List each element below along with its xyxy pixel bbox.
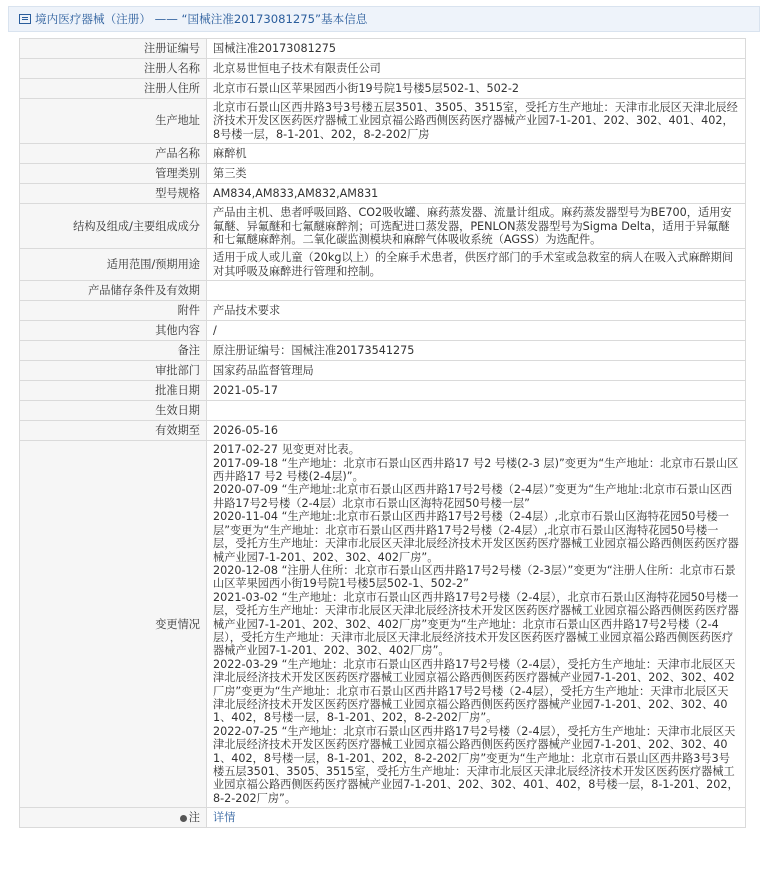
change-history: 2017-02-27 见变更对比表。 2017-09-18 “生产地址：北京市石景山区西井路17 号2 号楼(2-3 层)”变更为“生产地址：北京市石景山区西井路17 号2 号楼(2-4层)”。 2020-07-09 “生产地址:北京市石景山区西井路17号2号楼（2-4层）”变更为“生产地址:北京市石景山区西井路17号2号楼（2-4层）北京市石景山区海特花园50号楼一层” 2020-11-04 “生产地址:北京市石景山区西井路17号2号楼（2-4层）,北京市石景山区海特花园50号楼一层”变更为“生产地址：北京市石景山区西井路17号2号楼（2-4层）,北京市石景山区海特花园50号楼一层，受托方生产地址：天津市北辰区天津北辰经济技术开发区医药医疗器械工业园京福公路西侧医药医疗器械产业园7-1-201、202、302、402厂房”。 2020-12-08 “注册人住所：北京市石景山区西井路17号2号楼（2-3层）”变更为“注册人住所：北京市石景山区苹果园西小街19号院1号楼5层502-1、502-2” 2021-03-02 “生产地址：北京市石景山区西井路17号2号楼（2-4层），北京市石景山区海特花园50号楼一层，受托方生产地址：天津市北辰区天津北辰经济技术开发区医药医疗器械工业园京福公路西侧医药医疗器械产业园7-1-201、202、302、402厂房”变更为“生产地址：北京市石景山区西井路17号2号楼（2-4层），受托方生产地址：天津市北辰区天津北辰经济技术开发区医药医疗器械工业园京福公路西侧医药医疗器械产业园7-1-201、202、302、402厂房”。 2022-03-29 “生产地址：北京市石景山区西井路17号2号楼（2-4层），受托方生产地址：天津市北辰区天津北辰经济技术开发区医药医疗器械工业园京福公路西侧医药医疗器械产业园7-1-201、202、302、402厂房”变更为“生产地址：北京市石景山区西井路17号2号楼（2-4层），受托方生产地址：天津市北辰区天津北辰经济技术开发区医药医疗器械工业园京福公路西侧医药医疗器械产业园7-1-201、202、302、401、402，8号楼一层，8-1-201、202，8-2-202厂房”。 2022-07-25 “生产地址：北京市石景山区西井路17号2号楼（2-4层），受托方生产地址：天津市北辰区天津北辰经济技术开发区医药医疗器械工业园京福公路西侧医药医疗器械产业园7-1-201、202、302、401、402，8号楼一层，8-1-201、202，8-2-202厂房”变更为“生产地址：北京市石景山区西井路3号3号楼五层3501、3505、3515室，受托方生产地址：天津市北辰区天津北辰经济技术开发区医药医疗器械工业园京福公路西侧医药医疗器械产业园7-1-201、202、302、401、402，8号楼一层，8-1-201、202，8-2-202厂房”。 <box>207 441 746 808</box>
table-row <box>20 301 746 321</box>
field-value: 产品由主机、患者呼吸回路、CO2吸收罐、麻药蒸发器、流量计组成。麻药蒸发器型号为BE700，适用安氟醚、异氟醚和七氟醚麻醉剂；可选配进口蒸发器，PENLON蒸发器型号为Sigma Delta，适用于异氟醚和七氟醚麻醉剂。二氧化碳监测模块和麻醉气体吸收系统（AGSS）为选配件。 <box>207 204 746 249</box>
table-row <box>20 321 746 341</box>
field-value: 产品技术要求 <box>207 301 746 321</box>
field-label: 变更情况 <box>20 441 207 808</box>
field-label: 其他内容 <box>20 321 207 341</box>
field-value: 国械注准20173081275 <box>207 39 746 59</box>
field-label: 注 <box>188 811 200 825</box>
table-row <box>20 59 746 79</box>
table-row <box>20 808 746 828</box>
field-label: 型号规格 <box>20 184 207 204</box>
detail-table <box>19 38 746 828</box>
field-label: 生效日期 <box>20 401 207 421</box>
page-title: 境内医疗器械（注册） —— “国械注准20173081275”基本信息 <box>35 12 368 26</box>
field-label: 注册人名称 <box>20 59 207 79</box>
document-icon <box>19 14 31 24</box>
table-row <box>20 39 746 59</box>
field-value: AM834,AM833,AM832,AM831 <box>207 184 746 204</box>
field-value: 2021-05-17 <box>207 381 746 401</box>
table-row <box>20 79 746 99</box>
table-row <box>20 249 746 281</box>
field-label: 审批部门 <box>20 361 207 381</box>
field-label: 产品储存条件及有效期 <box>20 281 207 301</box>
table-row <box>20 281 746 301</box>
field-value: 北京市石景山区西井路3号3号楼五层3501、3505、3515室，受托方生产地址：天津市北辰区天津北辰经济技术开发区医药医疗器械工业园京福公路西侧医药医疗器械产业园7-1-201、202、302、401、402，8号楼一层，8-1-201、202，8-2-202厂房 <box>207 99 746 144</box>
field-label: 有效期至 <box>20 421 207 441</box>
field-label: 批准日期 <box>20 381 207 401</box>
table-row <box>20 421 746 441</box>
field-label: 结构及组成/主要组成成分 <box>20 204 207 249</box>
field-label: 注册证编号 <box>20 39 207 59</box>
table-row <box>20 184 746 204</box>
page-header <box>8 6 760 32</box>
field-label: 生产地址 <box>20 99 207 144</box>
field-label: 附件 <box>20 301 207 321</box>
field-value: 麻醉机 <box>207 144 746 164</box>
field-value: / <box>207 321 746 341</box>
bulb-icon <box>180 815 187 822</box>
field-value: 北京市石景山区苹果园西小街19号院1号楼5层502-1、502-2 <box>207 79 746 99</box>
table-row <box>20 99 746 144</box>
field-label: 适用范围/预期用途 <box>20 249 207 281</box>
field-value: 第三类 <box>207 164 746 184</box>
field-value <box>207 808 746 828</box>
note-label-cell <box>20 808 207 828</box>
table-row <box>20 204 746 249</box>
details-link[interactable]: 详情 <box>213 811 236 825</box>
field-label: 产品名称 <box>20 144 207 164</box>
table-row <box>20 341 746 361</box>
field-value <box>207 401 746 421</box>
field-value: 2026-05-16 <box>207 421 746 441</box>
table-row <box>20 381 746 401</box>
field-value: 原注册证编号：国械注准20173541275 <box>207 341 746 361</box>
table-row <box>20 164 746 184</box>
table-row <box>20 441 746 808</box>
table-row <box>20 144 746 164</box>
field-value: 适用于成人或儿童（20kg以上）的全麻手术患者，供医疗部门的手术室或急救室的病人在吸入式麻醉期间对其呼吸及麻醉进行管理和控制。 <box>207 249 746 281</box>
field-label: 注册人住所 <box>20 79 207 99</box>
field-label: 备注 <box>20 341 207 361</box>
table-row <box>20 401 746 421</box>
field-value <box>207 281 746 301</box>
field-value: 国家药品监督管理局 <box>207 361 746 381</box>
field-value: 北京易世恒电子技术有限责任公司 <box>207 59 746 79</box>
table-row <box>20 361 746 381</box>
field-label: 管理类别 <box>20 164 207 184</box>
